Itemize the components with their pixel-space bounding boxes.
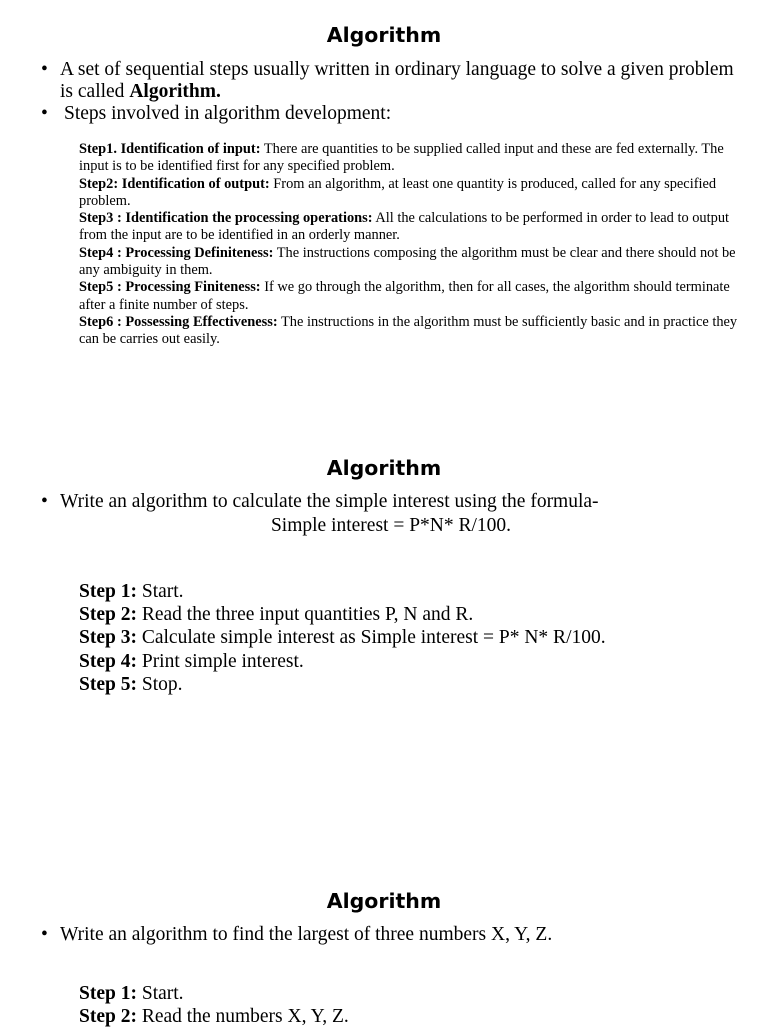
development-step [79,314,741,349]
step-label: Step 2: [79,1006,137,1028]
development-steps-list [79,141,741,349]
bullet-dot: • [41,491,48,512]
development-step [79,279,741,314]
step-text: Print simple interest. [136,650,304,672]
step-text: From an algorithm, at least one quantity is produced, called for any specified problem. [79,175,717,209]
step-text: There are quantities to be supplied called input and these are fed externally. The input is to be identified first for any specified problem. [79,141,724,175]
development-step [79,141,741,176]
algorithm-step [79,650,606,673]
development-step [79,245,741,280]
step-text: Calculate simple interest as Simple interest = P* N* R/100. [136,627,606,649]
slide3-title: Algorithm [326,889,442,913]
step-label: Step 3: [79,627,137,649]
step-label: Step5 : Processing Finiteness: [79,279,261,296]
simple-interest-formula: Simple interest = P*N* R/100. [270,515,512,536]
algorithm-step [79,580,606,603]
slide1-bullet-definition [41,59,750,103]
task-text: Write an algorithm to find the largest of three numbers X, Y, Z. [60,924,553,945]
step-text: All the calculations to be performed in order to lead to output from the input are to be identified in an orderly manner. [79,210,730,244]
development-step [79,210,741,245]
algorithm-step [79,626,606,649]
development-step [79,176,741,211]
bullet-dot: • [41,59,48,80]
bullet-dot: • [41,103,48,124]
step-text: Start. [136,581,184,602]
algorithm-step [79,603,606,626]
algorithm-step [79,673,606,696]
step-label: Step 1: [79,581,137,602]
definition-term: Algorithm. [129,81,221,102]
step-label: Step2: Identification of output: [79,175,270,192]
step-label: Step 5: [79,673,137,695]
simple-interest-steps [79,580,606,696]
step-label: Step4 : Processing Definiteness: [79,244,274,261]
slide1-title: Algorithm [326,23,442,47]
step-text: Start. [136,983,184,1004]
largest-number-steps [79,982,349,1028]
step-label: Step 1: [79,983,137,1004]
bullet-dot: • [41,924,48,945]
algorithm-step [79,982,349,1005]
slide3-bullet-task [41,924,750,946]
step-label: Step 2: [79,604,137,626]
slide2-title: Algorithm [326,456,442,480]
definition-text: A set of sequential steps usually written in ordinary language to solve a given problem is called [60,59,734,102]
step-text: Read the three input quantities P, N and R. [136,604,474,626]
step-label: Step6 : Possessing Effectiveness: [79,313,278,330]
step-label: Step1. Identification of input: [79,141,261,157]
step-text: The instructions composing the algorithm must be clear and there should not be any ambiguity in them. [79,244,736,279]
step-label: Step3 : Identification the processing operations: [79,210,373,227]
slide1-bullet-steps-intro [41,103,754,125]
steps-intro-text: Steps involved in algorithm development: [64,103,392,124]
task-text: Write an algorithm to calculate the simple interest using the formula- [60,491,599,512]
algorithm-step [79,1005,349,1028]
step-text: If we go through the algorithm, then for all cases, the algorithm should terminate after a finite number of steps. [79,279,730,313]
step-label: Step 4: [79,650,137,672]
step-text: Read the numbers X, Y, Z. [136,1006,349,1028]
step-text: The instructions in the algorithm must be sufficiently basic and in practice they can be carries out easily. [79,313,738,348]
slide2-bullet-task [41,491,750,513]
step-text: Stop. [136,673,183,695]
